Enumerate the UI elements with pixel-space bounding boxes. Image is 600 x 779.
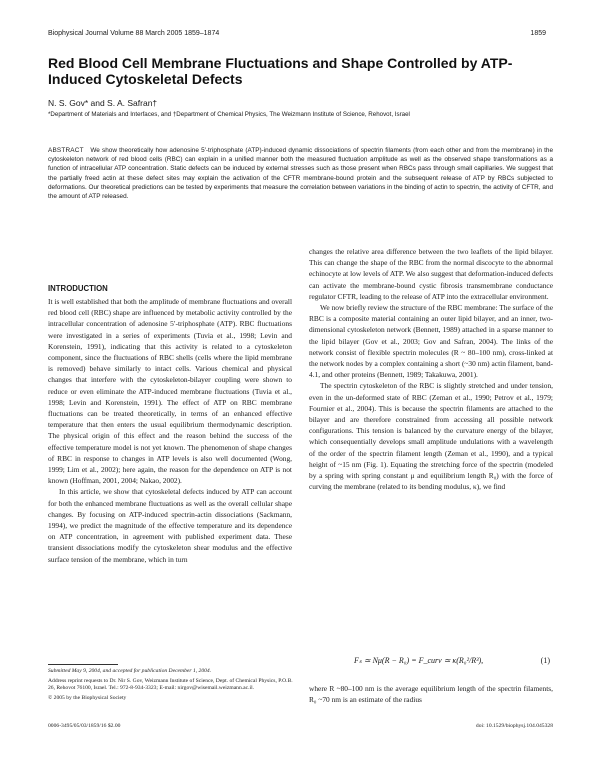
submission-note: Submitted May 9, 2004, and accepted for publication December 1, 2004. xyxy=(48,668,212,674)
equation-1 xyxy=(330,648,550,676)
paragraph-continuation: where R ~80–100 nm is the average equilibrium length of the spectrin filaments, R₀ ~70 nm is an estimate of the radius xyxy=(309,684,553,705)
body-column-right xyxy=(309,246,553,492)
body-column-left xyxy=(48,296,292,565)
running-head xyxy=(48,30,546,37)
footnotes xyxy=(48,668,294,702)
doi: doi: 10.1529/biophysj.104.045328 xyxy=(475,723,553,729)
paragraph: The spectrin cytoskeleton of the RBC is slightly stretched and under tension, even in the un-deformed state of RBC (Zeman et al., 1990; Petrov et al., 1979; Fournier et al., 2004). This is because the spectrin filaments are attached to the bilayer and are therefore constrained from accessing all possible network configurations. This tension is balanced by the curvature energy of the bilayer, which consequentially develops small amplitude undulations with a wavelength of the order of the spectrin filament length (Zeman et al., 1990), and a typical height of ~15 nm (Fig. 1). Equating the stretching force of the spectrin (modeled by a spring with spring constant μ and equilibrium length R₀) with the force of curving the membrane (related to its bending modulus, κ), we find xyxy=(309,381,553,492)
section-heading-introduction: INTRODUCTION xyxy=(48,284,108,293)
equation-number: (1) xyxy=(540,656,550,665)
paragraph: changes the relative area difference between the two leaflets of the lipid bilayer. This can change the shape of the RBC from the normal discocyte to the abnormal echinocyte at low levels of ATP. We also suggest that deformation-induced defects can activate the membrane-bound cystic fibrosis transmembrane conductance regulator CFTR, leading to the release of ATP into the extracellular environment. xyxy=(309,247,553,301)
equation-body: Fₛ ≃ Nμ(R − R₀) = F_curv ≃ κ(R₀²/R³), xyxy=(354,656,484,665)
authors: N. S. Gov* and S. A. Safran† xyxy=(48,98,158,108)
paragraph: In this article, we show that cytoskeletal defects induced by ATP can account for both the enhanced membrane fluctuations as well as the overall cellular shape changes. By focusing on ATP-induced spectrin-actin dissociations (Sackmann, 1994), we predict the magnitude of the effective temperature and its dependence on ATP concentration, in agreement with published experiment data. These transient dissociations modify the cytoskeleton shear modulus and the effective surface tension of the membrane, which in turn xyxy=(48,487,292,564)
paragraph: We now briefly review the structure of the RBC membrane: The surface of the RBC is a composite material containing an outer lipid bilayer, and an inner, two-dimensional cytoskeleton network (Bennett, 1989) attached in a sparse manner to the lipid bilayer (Gov et al., 2003; Gov and Safran, 2004). The links of the network consist of flexible spectrin molecules (R ~ 80–100 nm), cross-linked at the network nodes by a complex containing a short (~30 nm) actin filament, band-4.1, and other proteins (Bennett, 1989; Takakuwa, 2001). xyxy=(309,303,553,380)
bottom-line xyxy=(48,723,553,729)
reprint-address: Address reprint requests to Dr. Nir S. Gov, Weizmann Institute of Science, Dept. of Chemical Physics, P.O.B. 26, Rehovot 76100, Israel. Tel.: 972-8-934-3323; E-mail: nirgov@wisemail.weizmann.ac.il. xyxy=(48,677,293,692)
abstract-text: We show theoretically how adenosine 5′-triphosphate (ATP)-induced dynamic dissociations of spectrin filaments (from each other and from the membrane) in the cytoskeleton network of red blood cells (RBC) can explain in a unified manner both the measured fluctuation amplitude as well as the observed shape transformations as a function of intracellular ATP concentration. Static defects can be induced by external stresses such as those present when RBCs pass through small capillaries. We suggest that the partially freed actin at these defect sites may explain the activation of the CFTR membrane-bound protein and the subsequent release of ATP by RBCs subjected to deformations. Our theoretical predictions can be tested by experiments that measure the correlation between variations in the binding of actin to spectrin, the activity of CFTR, and the amount of ATP released. xyxy=(48,147,553,201)
page-number: 1859 xyxy=(530,30,546,37)
paragraph: It is well established that both the amplitude of membrane fluctuations and overall red blood cell (RBC) shape are influenced by metabolic activity controlled by the intracellular concentration of adenosine 5′-triphosphate (ATP). RBC fluctuations were investigated in a series of experiments (Tuvia et al., 1998; Levin and Korenstein, 1991), indicating that this activity is related to a cytoskeleton component, since the fluctuations of RBC shells (cells where the lipid membrane is removed) behave similarly to intact cells. Various chemical and physical changes that interfere with the cytoskeleton-bilayer coupling were shown to reduce or even eliminate the ATP-induced membrane fluctuations (Tuvia et al., 1998; Levin and Korenstein, 1991). The effect of ATP on RBC membrane fluctuations can be treated theoretically, in terms of an enhanced effective temperature that then enters the usual equilibrium thermodynamic description. The physical origin of this effect and the reason behind the success of the effective temperature model is not yet known. The phenomenon of shape changes of RBC in response to changes in ATP levels is also well documented (Wong, 1999; Lim et al., 2002); here again, the reason for the dependence on ATP is not known (Hoffman, 2001, 2004; Nakao, 2002). xyxy=(48,297,292,486)
copyright-note: © 2005 by the Biophysical Society xyxy=(48,694,127,701)
journal-info: Biophysical Journal Volume 88 March 2005 1859–1874 xyxy=(48,30,220,37)
article-title: Red Blood Cell Membrane Fluctuations and Shape Controlled by ATP-Induced Cytoskeletal Defects xyxy=(48,55,513,87)
issn-price: 0006-3495/05/03/1859/16 $2.00 xyxy=(48,723,121,729)
footnote-divider xyxy=(48,664,118,665)
affiliations: *Department of Materials and Interfaces, and †Department of Chemical Physics, The Weizmann Institute of Science, Rehovot, Israel xyxy=(48,111,410,118)
abstract-label: ABSTRACT xyxy=(48,147,84,154)
abstract xyxy=(48,146,553,201)
